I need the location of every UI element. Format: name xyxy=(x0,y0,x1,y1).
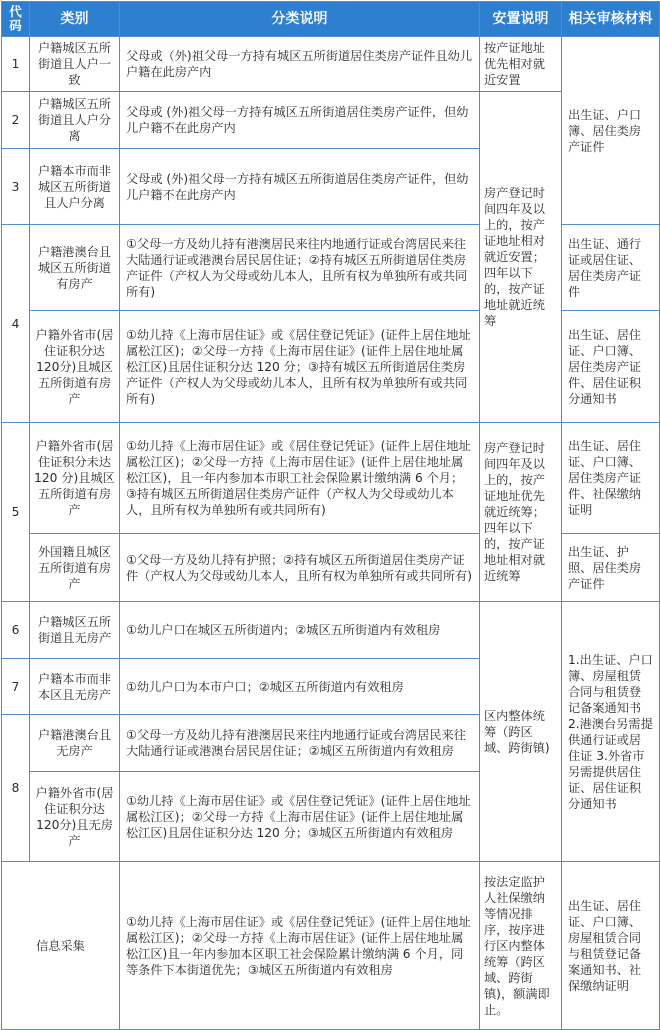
row-description: ①父母一方及幼儿持有护照；②持有城区五所街道居住类房产证件（产权人为父母或幼儿本人，且所有权为单独所有或共同所有) xyxy=(120,534,480,602)
table-row xyxy=(2,311,660,423)
row-description: 父母或 (外)祖父母一方持有城区五所街道居住类房产证件，但幼儿户籍不在此房产内 xyxy=(120,149,480,225)
table-row xyxy=(2,92,660,149)
row-category: 户籍城区五所街道且无房产 xyxy=(30,602,120,659)
table-header-row xyxy=(2,2,660,37)
row-code: 5 xyxy=(2,423,30,602)
table-row xyxy=(2,423,660,534)
row-description: ①幼儿持《上海市居住证》或《居住登记凭证》(证件上居住地址属松江区)；②父母一方持《上海市居住证》(证件上居住地址属松江区)且居住证积分达 120 分；③持有城区五所街道居住类房产证件（产权人为父母或幼儿本人，且所有权为单独所有或共同所有) xyxy=(120,311,480,423)
row-materials: 出生证、居住证、户口簿、居住类房产证件、社保缴纳证明 xyxy=(562,423,660,534)
row-category: 户籍外省市(居住证积分达120分)且城区五所街道有房产 xyxy=(30,311,120,423)
row-category: 户籍本市而非本区且无房产 xyxy=(30,659,120,715)
row-description: ①父母一方及幼儿持有港澳居民来往内地通行证或台湾居民来往大陆通行证或港澳台居民居住证；②城区五所街道内有效租房 xyxy=(120,715,480,772)
materials-household: 出生证、户口簿、居住类房产证件 xyxy=(562,37,660,225)
header-description: 分类说明 xyxy=(120,2,480,37)
row-category: 户籍外省市(居住证积分未达 120 分)且城区五所街道有房产 xyxy=(30,423,120,534)
row-description: ①幼儿持《上海市居住证》或《居住登记凭证》(证件上居住地址属松江区)；②父母一方持《上海市居住证》(证件上居住地址属松江区)且一年内参加本区职工社会保险累计缴纳满 6 个月，同等条件下本街道优先；③城区五所街道内有效租房 xyxy=(120,862,480,1030)
header-category: 类别 xyxy=(30,2,120,37)
row-code: 1 xyxy=(2,37,30,92)
header-code: 代码 xyxy=(2,2,30,37)
arrangement-code-5: 房产登记时间四年及以上的，按产证地址优先就近统筹；四年以下的，按产证地址相对就近统筹 xyxy=(480,423,562,602)
row-category: 户籍港澳台且无房产 xyxy=(30,715,120,772)
header-arrangement: 安置说明 xyxy=(480,2,562,37)
arrangement-renters: 区内整体统筹（跨区域、跨街镇) xyxy=(480,602,562,862)
row-category: 外国籍且城区五所街道有房产 xyxy=(30,534,120,602)
row-code: 8 xyxy=(2,715,30,862)
row-materials: 出生证、通行证或居住证、居住类房产证件 xyxy=(562,225,660,311)
table-row xyxy=(2,225,660,311)
table-row xyxy=(2,37,660,92)
arrangement-property-owners: 房产登记时间四年及以上的，按产证地址相对就近安置；四年以下的，按产证地址就近统筹 xyxy=(480,92,562,423)
row-code: 4 xyxy=(2,225,30,423)
row-category: 户籍城区五所街道且人户一致 xyxy=(30,37,120,92)
row-materials: 出生证、居住证、户口簿、房屋租赁合同与租赁登记备案通知书、社保缴纳证明 xyxy=(562,862,660,1030)
header-materials: 相关审核材料 xyxy=(562,2,660,37)
admission-category-table xyxy=(1,1,660,1030)
row-description: ①幼儿户口在城区五所街道内；②城区五所街道内有效租房 xyxy=(120,602,480,659)
row-code: 3 xyxy=(2,149,30,225)
row-category: 户籍本市而非城区五所街道且人户分离 xyxy=(30,149,120,225)
row-category: 户籍港澳台且城区五所街道有房产 xyxy=(30,225,120,311)
materials-renters: 1.出生证、户口簿、房屋租赁合同与租赁登记备案通知书 2.港澳台另需提供通行证或居住证 3.外省市另需提供居住证、居住证积分通知书 xyxy=(562,602,660,862)
row-arrangement: 按法定监护人社保缴纳等情况排序，按序进行区内整体统筹（跨区域、跨街镇)，额满即止。 xyxy=(480,862,562,1030)
row-code: 6 xyxy=(2,602,30,659)
row-category: 户籍城区五所街道且人户分离 xyxy=(30,92,120,149)
row-category: 信息采集 xyxy=(2,862,120,1030)
table-row xyxy=(2,862,660,1030)
row-description: ①幼儿户口为本市户口；②城区五所街道内有效租房 xyxy=(120,659,480,715)
table-row xyxy=(2,602,660,659)
row-description: ①幼儿持《上海市居住证》或《居住登记凭证》(证件上居住地址属松江区)；②父母一方持《上海市居住证》(证件上居住地址属松江区)，且一年内参加本市职工社会保险累计缴纳满 6 个月；③持有城区五所街道居住类房产证件（产权人为父母或幼儿本人，且所有权为单独所有或共同所有) xyxy=(120,423,480,534)
row-code: 7 xyxy=(2,659,30,715)
row-description: ①幼儿持《上海市居住证》或《居住登记凭证》(证件上居住地址属松江区)；②父母一方持《上海市居住证》(证件上居住地址属松江区)且居住证积分达 120 分；③城区五所街道内有效租房 xyxy=(120,772,480,862)
row-category: 户籍外省市(居住证积分达120分)且无房产 xyxy=(30,772,120,862)
table-row xyxy=(2,534,660,602)
row-arrangement: 按产证地址优先相对就近安置 xyxy=(480,37,562,92)
row-description: 父母或（外)祖父母一方持有城区五所街道居住类房产证件且幼儿户籍在此房产内 xyxy=(120,37,480,92)
row-description: ①父母一方及幼儿持有港澳居民来往内地通行证或台湾居民来往大陆通行证或港澳台居民居住证；②持有城区五所街道居住类房产证件（产权人为父母或幼儿本人，且所有权为单独所有或共同所有) xyxy=(120,225,480,311)
row-materials: 出生证、居住证、户口簿、居住类房产证件、居住证积分通知书 xyxy=(562,311,660,423)
row-code: 2 xyxy=(2,92,30,149)
row-description: 父母或 (外)祖父母一方持有城区五所街道居住类房产证件，但幼儿户籍不在此房产内 xyxy=(120,92,480,149)
row-materials: 出生证、护照、居住类房产证件 xyxy=(562,534,660,602)
